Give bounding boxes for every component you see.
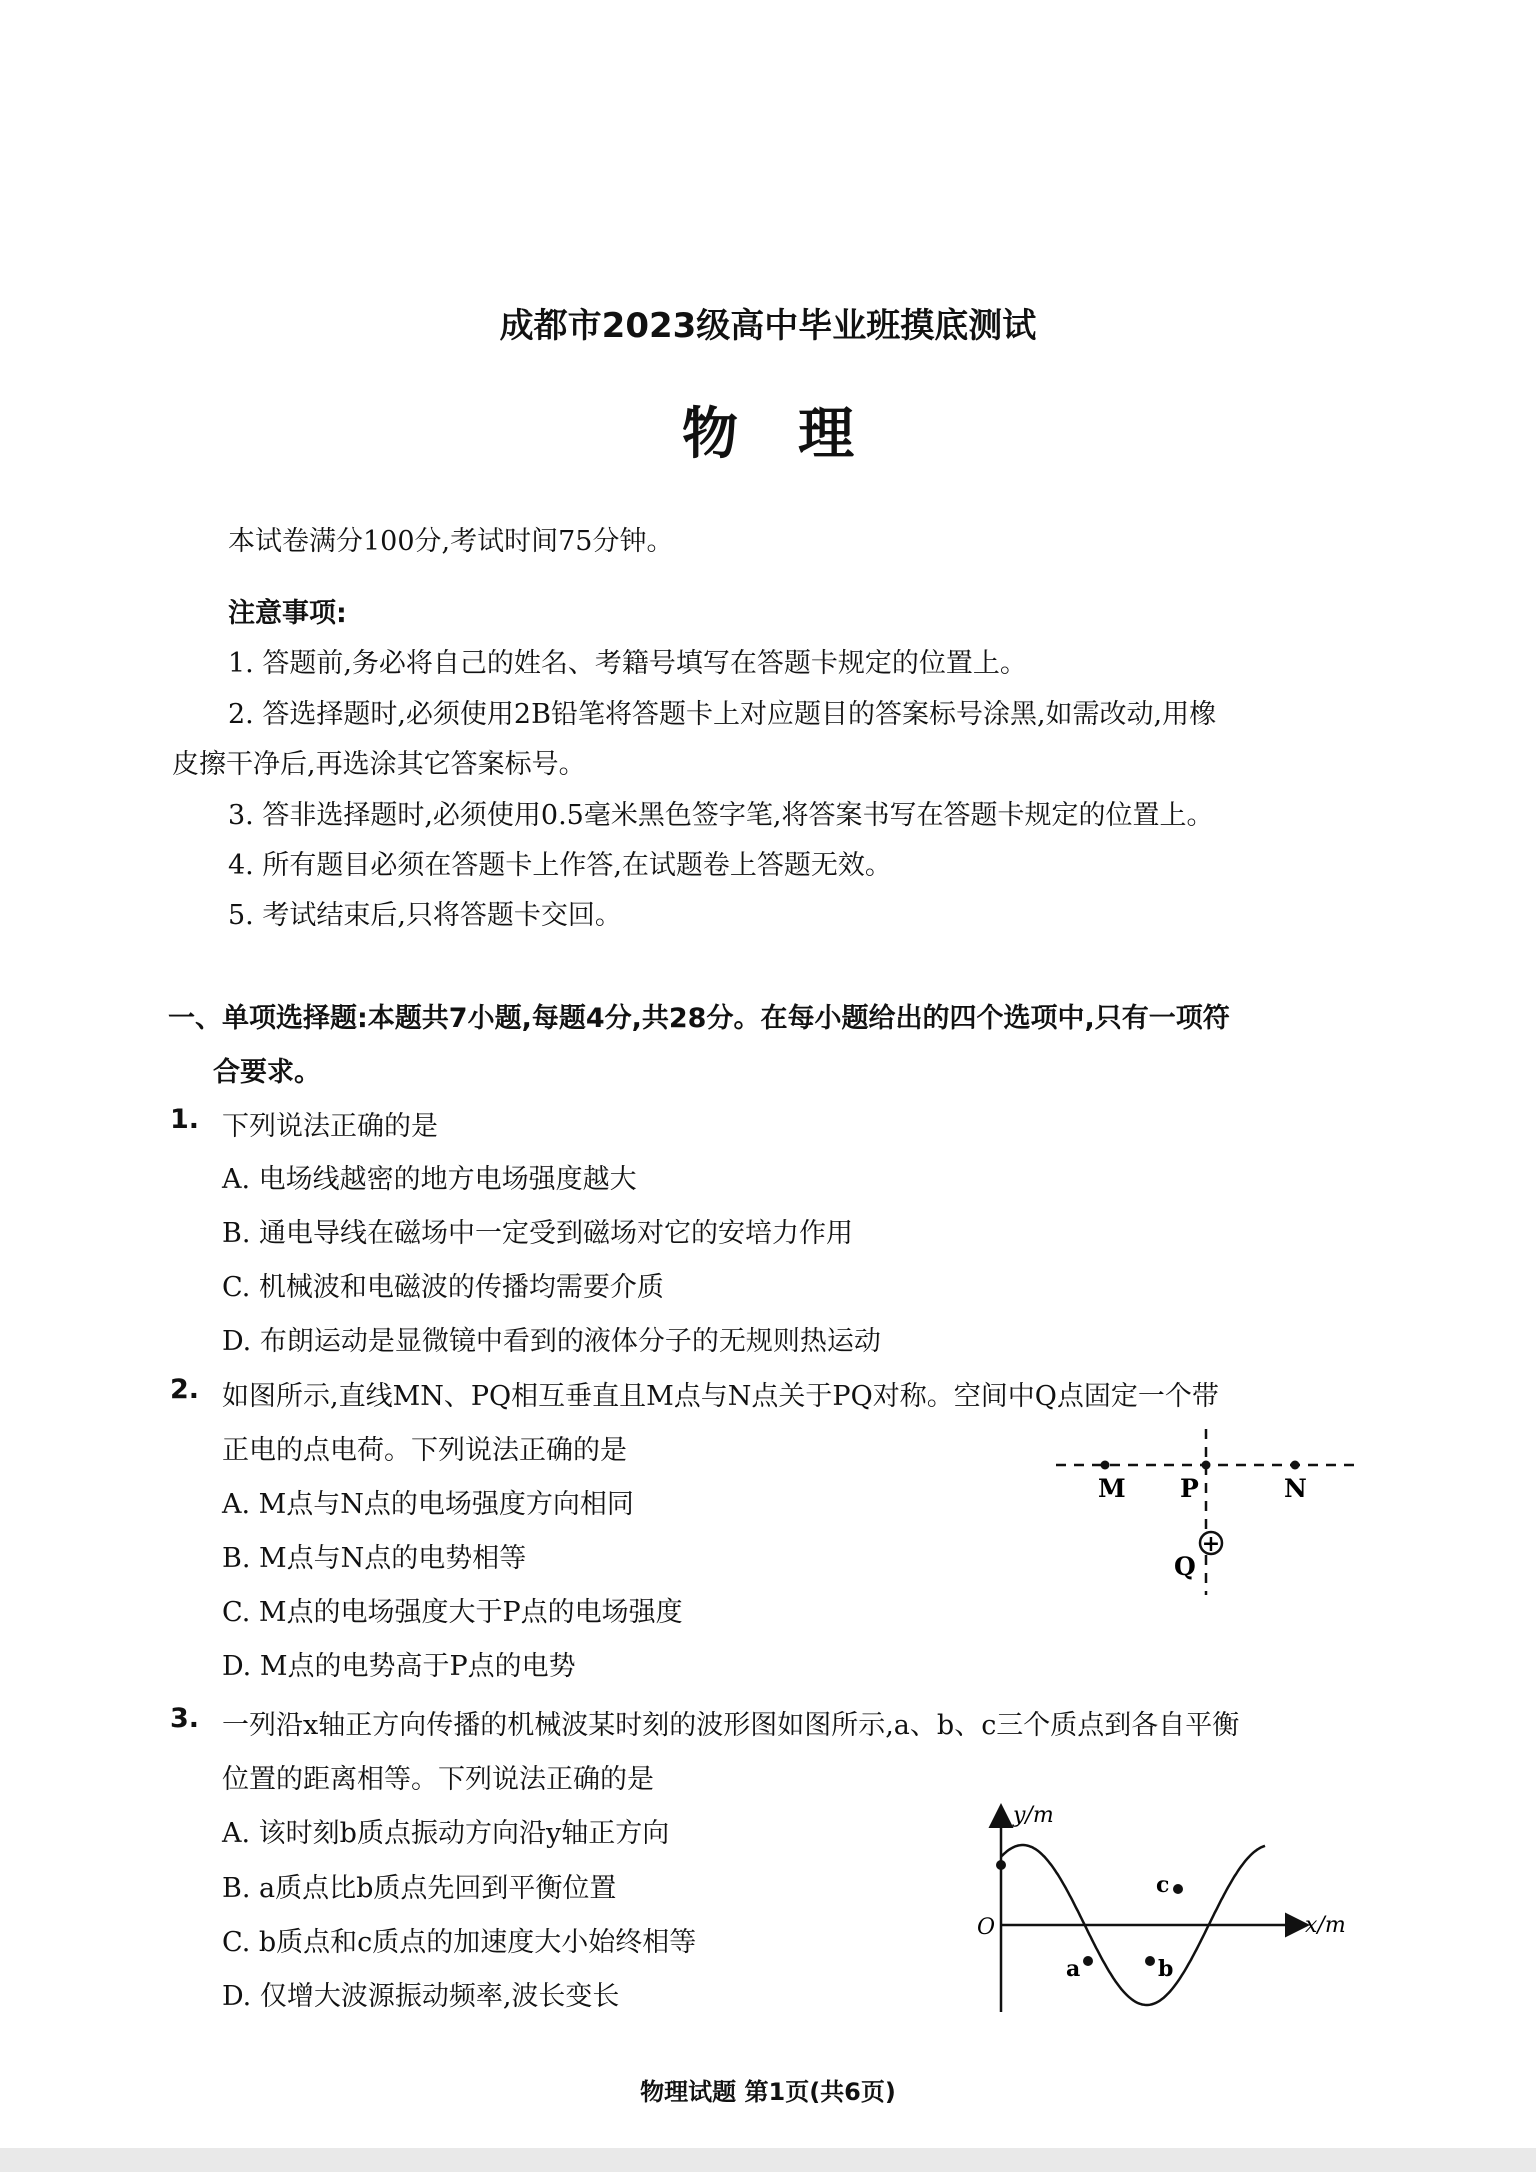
charge-sign: +	[1201, 1531, 1221, 1557]
question-number: 3.	[170, 1703, 200, 1734]
question-option: B. a质点比b质点先回到平衡位置	[222, 1873, 617, 1904]
label-q: Q	[1174, 1552, 1196, 1581]
point-n	[1291, 1461, 1300, 1470]
question-option: C. 机械波和电磁波的传播均需要介质	[222, 1272, 664, 1303]
question-option: C. M点的电场强度大于P点的电场强度	[222, 1597, 683, 1628]
origin-label: O	[977, 1915, 996, 1940]
y-axis-label: y/m	[1013, 1803, 1054, 1828]
note-item: 4. 所有题目必须在答题卡上作答,在试题卷上答题无效。	[228, 850, 892, 881]
question-number: 2.	[170, 1374, 200, 1405]
point-b	[1145, 1956, 1155, 1966]
question-option: A. 该时刻b质点振动方向沿y轴正方向	[222, 1818, 670, 1849]
point-m	[1101, 1461, 1110, 1470]
notes-heading: 注意事项:	[228, 598, 347, 629]
point-a	[1083, 1956, 1093, 1966]
section-heading-continued: 合要求。	[213, 1057, 321, 1088]
question-option: A. 电场线越密的地方电场强度越大	[222, 1164, 637, 1195]
note-item-continued: 皮擦干净后,再选涂其它答案标号。	[172, 749, 586, 780]
note-item: 1. 答题前,务必将自己的姓名、考籍号填写在答题卡规定的位置上。	[228, 648, 1027, 679]
question-option: A. M点与N点的电场强度方向相同	[222, 1489, 634, 1520]
note-item: 3. 答非选择题时,必须使用0.5毫米黑色签字笔,将答案书写在答题卡规定的位置上。	[228, 800, 1214, 831]
label-b: b	[1158, 1956, 1174, 1982]
exam-title: 成都市2023级高中毕业班摸底测试	[499, 306, 1037, 346]
question-option: B. M点与N点的电势相等	[222, 1543, 527, 1574]
x-axis-label: x/m	[1305, 1913, 1346, 1938]
label-c: c	[1156, 1872, 1170, 1898]
question-option: D. M点的电势高于P点的电势	[222, 1651, 576, 1682]
question-option: D. 布朗运动是显微镜中看到的液体分子的无规则热运动	[222, 1326, 881, 1357]
page-footer: 物理试题 第1页(共6页)	[640, 2078, 896, 2106]
point-p	[1202, 1461, 1211, 1470]
question-stem: 一列沿x轴正方向传播的机械波某时刻的波形图如图所示,a、b、c三个质点到各自平衡	[222, 1710, 1240, 1741]
question-stem: 位置的距离相等。下列说法正确的是	[222, 1764, 654, 1795]
label-p: P	[1180, 1474, 1199, 1503]
question-option: B. 通电导线在磁场中一定受到磁场对它的安培力作用	[222, 1218, 854, 1249]
question-option: D. 仅增大波源振动频率,波长变长	[222, 1981, 620, 2012]
label-a: a	[1066, 1956, 1081, 1982]
question-stem: 如图所示,直线MN、PQ相互垂直且M点与N点关于PQ对称。空间中Q点固定一个带	[222, 1381, 1219, 1412]
question-stem: 下列说法正确的是	[222, 1111, 438, 1142]
section-heading: 一、单项选择题:本题共7小题,每题4分,共28分。在每小题给出的四个选项中,只有一项符	[168, 1003, 1230, 1034]
question-number: 1.	[170, 1104, 200, 1135]
q3-wave-figure	[965, 1800, 1355, 2020]
question-option: C. b质点和c质点的加速度大小始终相等	[222, 1927, 697, 1958]
subject-title: 物理	[682, 402, 914, 467]
question-stem: 正电的点电荷。下列说法正确的是	[222, 1435, 627, 1466]
wave-start-point	[996, 1860, 1006, 1870]
note-item: 2. 答选择题时,必须使用2B铅笔将答题卡上对应题目的答案标号涂黑,如需改动,用橡	[228, 699, 1217, 730]
scan-edge	[0, 2148, 1536, 2172]
exam-intro: 本试卷满分100分,考试时间75分钟。	[228, 526, 674, 557]
label-m: M	[1098, 1474, 1126, 1503]
point-c	[1173, 1884, 1183, 1894]
q2-figure	[1040, 1425, 1370, 1600]
label-n: N	[1284, 1474, 1307, 1503]
note-item: 5. 考试结束后,只将答题卡交回。	[228, 900, 622, 931]
